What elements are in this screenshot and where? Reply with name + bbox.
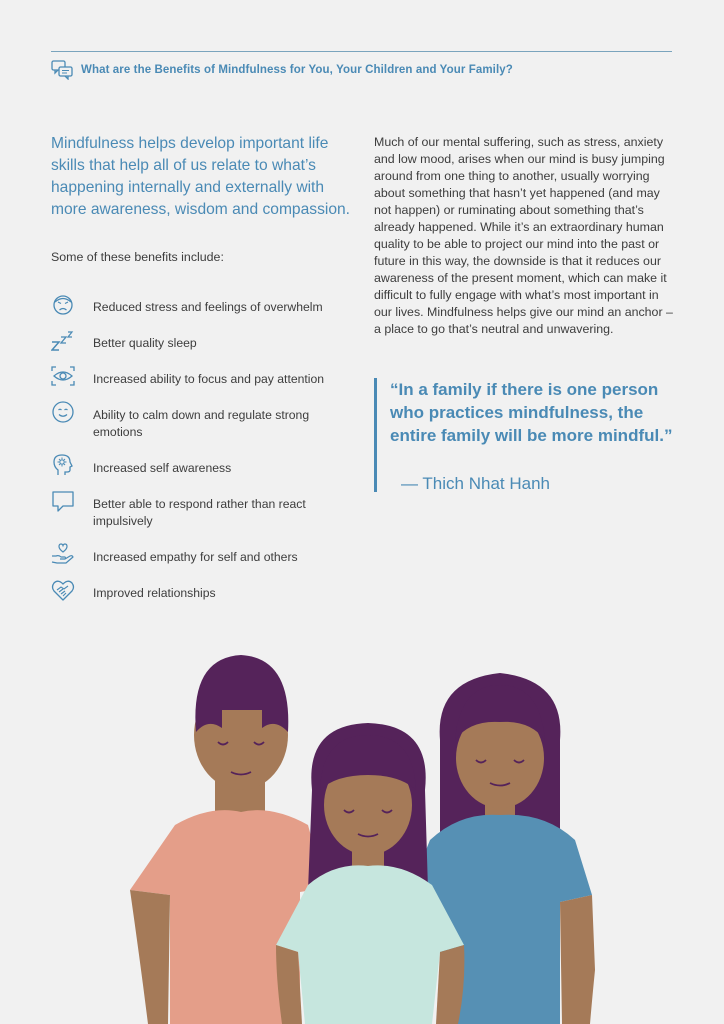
sleep-zzz-icon (51, 328, 75, 352)
list-item (51, 400, 333, 441)
list-item (51, 542, 333, 566)
benefit-label: Increased self awareness (93, 461, 232, 475)
benefit-label: Improved relationships (93, 586, 216, 600)
header-rule (51, 51, 672, 52)
focus-eye-icon (51, 364, 75, 388)
benefit-label: Better able to respond rather than react impulsively (93, 497, 306, 528)
list-item (51, 328, 333, 352)
head-brain-icon (51, 453, 75, 477)
quote-text: “In a family if there is one person who practices mindfulness, the entire family will be more mindful.” (390, 380, 673, 445)
quote-bar (374, 378, 377, 492)
benefit-label: Ability to calm down and regulate strong emotions (93, 408, 310, 439)
speech-bubbles-icon (51, 60, 73, 80)
intro-paragraph: Mindfulness helps develop important life skills that help all of us relate to what’s happening internally and externally with more awareness, wisdom and compassion. (51, 135, 351, 218)
pull-quote (374, 378, 674, 492)
body-paragraph: Much of our mental suffering, such as stress, anxiety and low mood, arises when our mind is busy jumping around from one thing to another, usually worrying about something that hasn’t yet happened (and may not happen) or ruminating about something that’s already happened. While it’s an extraordinary human quality to be able to project our mind into the past or future in this way, the downside is that it reduces our awareness of the present moment, which can make it difficult to fully engage with what’s most important in our lives. Mindfulness helps give our mind an anchor – a place to go that’s neutral and unwavering. (374, 135, 673, 336)
list-item (51, 453, 333, 477)
calm-smile-icon (51, 400, 75, 424)
list-item (51, 292, 333, 316)
list-item (51, 578, 333, 602)
benefit-label: Increased empathy for self and others (93, 550, 298, 564)
hand-heart-icon (51, 542, 75, 566)
stressed-face-icon (51, 292, 75, 316)
family-illustration (0, 640, 724, 1024)
benefit-label: Better quality sleep (93, 336, 197, 350)
handshake-heart-icon (51, 578, 75, 602)
benefit-label: Increased ability to focus and pay attention (93, 372, 325, 386)
quote-author: — Thich Nhat Hanh (401, 474, 550, 493)
section-header (51, 60, 513, 80)
benefits-title: Some of these benefits include: (51, 250, 224, 264)
section-title: What are the Benefits of Mindfulness for You, Your Children and Your Family? (81, 64, 513, 76)
speech-bubble-icon (51, 489, 75, 513)
list-item (51, 364, 333, 388)
list-item (51, 489, 333, 530)
benefit-label: Reduced stress and feelings of overwhelm (93, 300, 323, 314)
